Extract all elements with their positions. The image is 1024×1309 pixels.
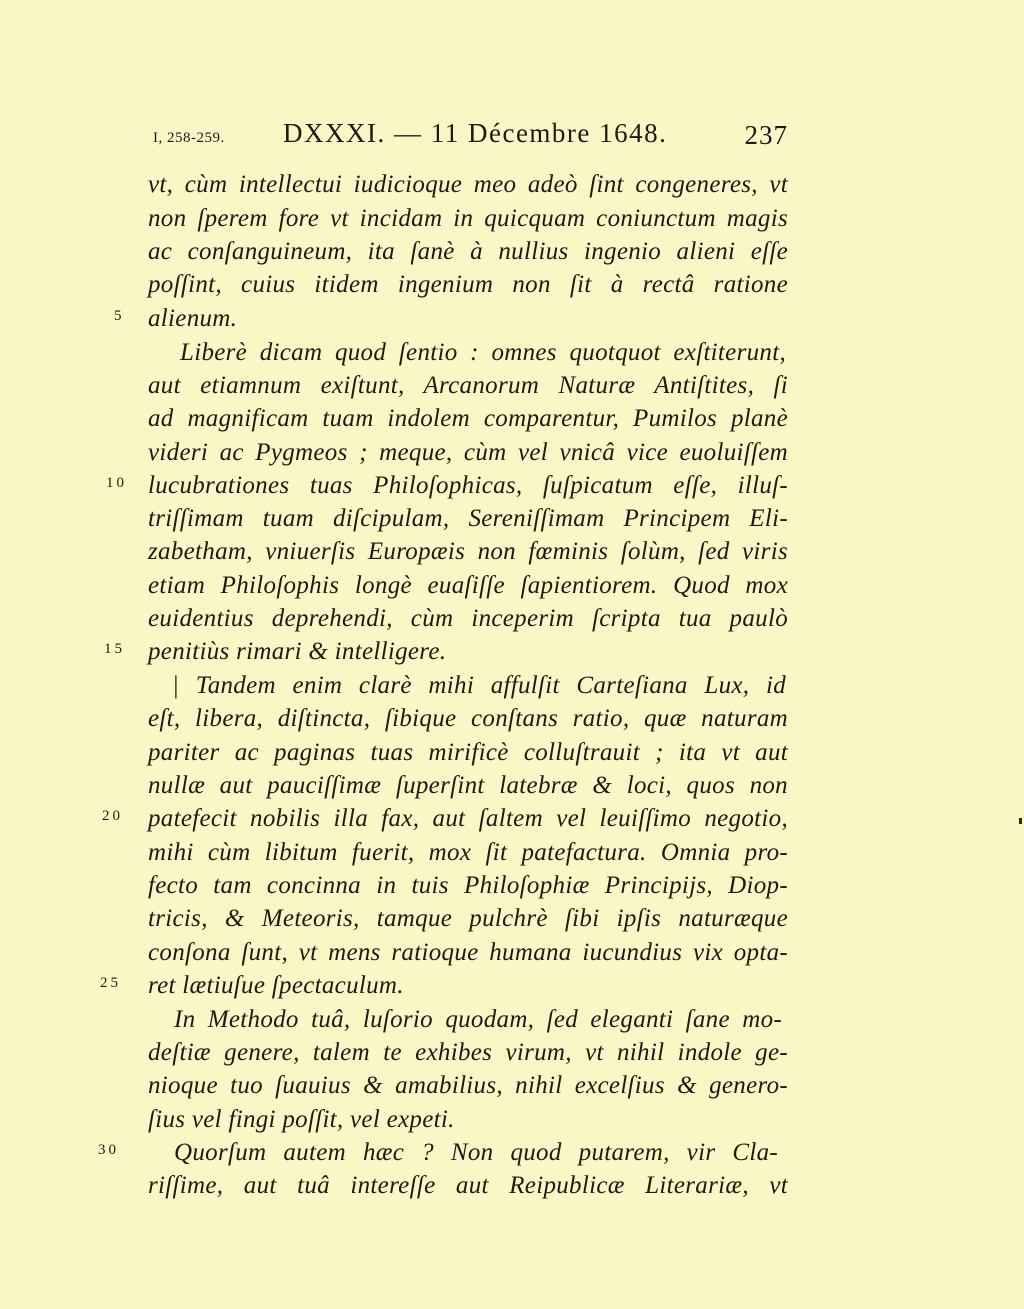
text-line: penitiùs rimari & intelligere. [148, 638, 447, 665]
text-line: vt, cùm intellectui iudicioque meo adeò ſint congeneres, vt [148, 171, 788, 198]
text-line: riſſime, aut tuâ intereſſe aut Reipublicæ Literariæ, vt [148, 1172, 788, 1199]
text-line: ac conſanguineum, ita ſanè à nullius ingenio alieni eſſe [148, 238, 788, 265]
text-line: zabetham, vniuerſis Europæis non fœminis ſolùm, ſed viris [148, 538, 788, 565]
text-line: poſſint, cuius itidem ingenium non ſit à rectâ ratione [148, 271, 788, 298]
header-reference: I, 258-259. [153, 130, 225, 146]
text-line: ret lætiuſue ſpectaculum. [148, 972, 404, 999]
text-line: non ſperem fore vt incidam in quicquam coniunctum magis [148, 205, 788, 232]
line-number: 10 [106, 475, 127, 491]
line-number: 15 [104, 641, 125, 657]
text-line: mihi cùm libitum fuerit, mox ſit patefactura. Omnia pro- [148, 839, 788, 866]
line-number: 25 [100, 975, 121, 991]
text-line: deſtiæ genere, talem te exhibes virum, vt nihil indole ge- [148, 1039, 788, 1066]
text-line: lucubrationes tuas Philoſophicas, ſuſpicatum eſſe, illuſ- [148, 472, 788, 499]
text-line: patefecit nobilis illa fax, aut ſaltem vel leuiſſimo negotio, [148, 805, 788, 832]
line-number: 30 [98, 1142, 119, 1158]
text-line: tricis, & Meteoris, tamque pulchrè ſibi ipſis naturæque [148, 905, 788, 932]
text-line: etiam Philoſophis longè euaſiſſe ſapientiorem. Quod mox [148, 572, 788, 599]
text-line: triſſimam tuam diſcipulam, Sereniſſimam Principem Eli- [148, 505, 788, 532]
text-line: aut etiamnum exiſtunt, Arcanorum Naturæ Antiſtites, ſi [148, 372, 788, 399]
running-header [0, 118, 1024, 158]
line-number: 20 [102, 808, 123, 824]
page-number: 237 [744, 120, 788, 150]
text-line: conſona ſunt, vt mens ratioque humana iucundius vix opta- [148, 939, 788, 966]
text-line: alienum. [148, 305, 238, 332]
text-line: videri ac Pygmeos ; meque, cùm vel vnicâ vice euoluiſſem [148, 439, 788, 466]
text-line: Quorſum autem hæc ? Non quod putarem, vir Cla- [174, 1139, 778, 1166]
text-line: eſt, libera, diſtincta, ſibique conſtans ratio, quæ naturam [148, 705, 788, 732]
text-line: fecto tam concinna in tuis Philoſophiæ Principijs, Diop- [148, 872, 788, 899]
text-line: euidentius deprehendi, cùm inceperim ſcripta tua paulò [148, 605, 788, 632]
text-line: ſius vel fingi poſſit, vel expeti. [148, 1106, 455, 1133]
line-number: 5 [114, 308, 125, 324]
text-line: Liberè dicam quod ſentio : omnes quotquot exſtiterunt, [180, 339, 786, 366]
text-line: pariter ac paginas tuas mirificè colluſtrauit ; ita vt aut [148, 739, 788, 766]
text-line: nullæ aut pauciſſimæ ſuperſint latebræ & loci, quos non [148, 772, 788, 799]
header-title: DXXXI. — 11 Décembre 1648. [283, 118, 668, 148]
text-line: | Tandem enim clarè mihi affulſit Carteſiana Lux, id [172, 672, 786, 699]
text-line: In Methodo tuâ, luſorio quodam, ſed eleganti ſane mo- [174, 1006, 782, 1033]
scan-edge-mark [1019, 818, 1022, 824]
text-line: nioque tuo ſuauius & amabilius, nihil excelſius & genero- [148, 1072, 788, 1099]
text-line: ad magnificam tuam indolem comparentur, Pumilos planè [148, 405, 788, 432]
